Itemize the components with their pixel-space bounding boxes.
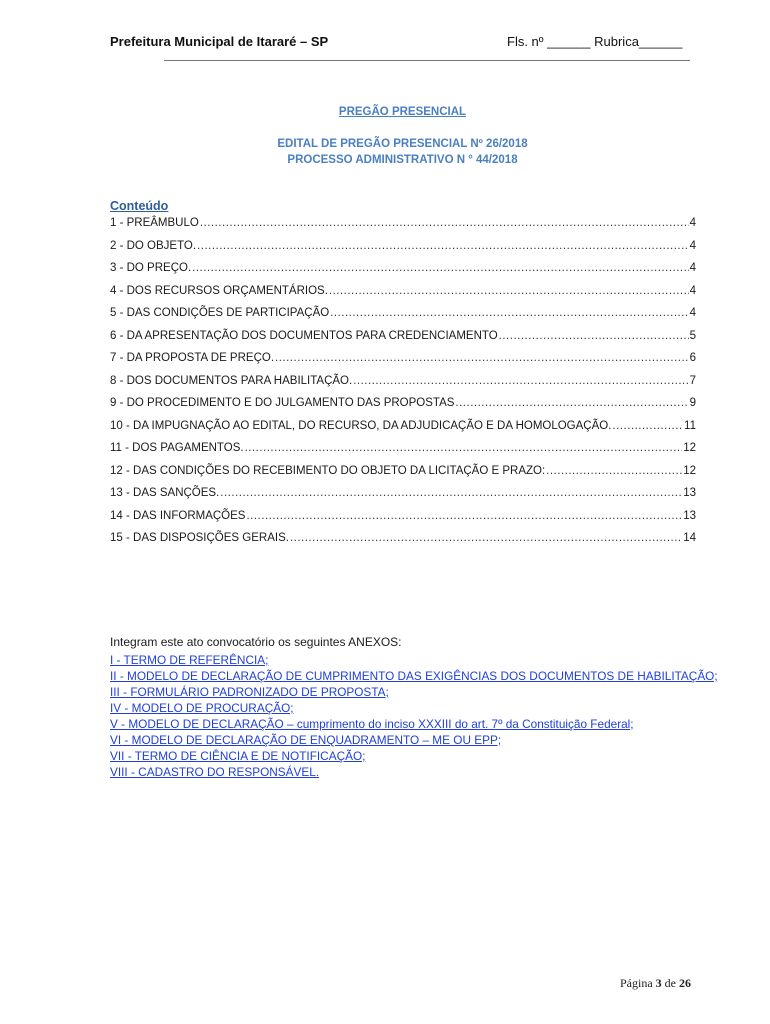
toc-leader-dots [546,465,682,477]
toc-entry[interactable] [110,397,696,420]
edital-number-title: EDITAL DE PREGÃO PRESENCIAL Nº 26/2018 [277,138,528,150]
toc-entry-page: 4 [689,239,696,252]
toc-entry[interactable] [110,330,696,353]
toc-leader-dots [290,532,682,544]
toc-entry[interactable] [110,307,696,330]
toc-entry[interactable] [110,285,696,308]
toc-entry-title: 9 - DO PROCEDIMENTO E DO JULGAMENTO DAS PROPOSTAS [110,397,455,409]
header-divider [164,60,690,61]
toc-leader-dots [197,240,689,252]
header-municipality: Prefeitura Municipal de Itararé – SP [110,34,329,49]
toc-leader-dots [455,397,688,409]
document-type-title: PREGÃO PRESENCIAL [338,106,467,118]
toc-entry-title: 14 - DAS INFORMAÇÕES [110,509,246,522]
toc-entry-title: 7 - DA PROPOSTA DE PREÇO. [110,352,275,364]
toc-entry-page: 7 [689,374,696,387]
toc-leader-dots [353,375,688,387]
toc-entry[interactable] [110,217,696,240]
toc-entry-title: 11 - DOS PAGAMENTOS. [110,442,244,454]
toc-leader-dots [200,217,689,229]
toc-entry-page: 14 [683,532,696,544]
annex-link-termo-referencia[interactable]: I - TERMO DE REFERÊNCIA; [110,653,269,667]
toc-leader-dots [245,442,683,454]
toc-entry-title: 2 - DO OBJETO. [110,239,197,252]
table-of-contents [110,217,696,555]
toc-heading[interactable]: Conteúdo [110,199,169,213]
toc-entry[interactable] [110,532,696,555]
toc-entry-page: 5 [689,329,696,342]
toc-entry-page: 12 [683,464,696,477]
toc-entry[interactable] [110,442,696,465]
process-number-title: PROCESSO ADMINISTRATIVO N ° 44/2018 [287,154,518,166]
toc-entry-page: 13 [683,487,696,499]
annexes-list [110,652,750,780]
toc-entry-page: 13 [683,509,696,522]
annex-link-enquadramento-me-epp[interactable]: VI - MODELO DE DECLARAÇÃO DE ENQUADRAMENTO – ME OU EPP; [110,733,502,747]
page-number-footer [620,976,691,991]
toc-leader-dots [192,262,688,274]
annex-link-declaracao-habilitacao[interactable]: II - MODELO DE DECLARAÇÃO DE CUMPRIMENTO DAS EXIGÊNCIAS DOS DOCUMENTOS DE HABILITAÇÃO; [110,669,718,683]
toc-entry-title: 3 - DO PREÇO. [110,262,192,274]
toc-entry-page: 9 [689,397,696,409]
toc-entry-page: 11 [684,419,696,432]
annex-link-declaracao-inciso-xxxiii[interactable]: V - MODELO DE DECLARAÇÃO – cumprimento do inciso XXXIII do art. 7º da Constituição Federal; [110,717,634,731]
toc-entry-title: 6 - DA APRESENTAÇÃO DOS DOCUMENTOS PARA CREDENCIAMENTO [110,329,498,342]
toc-entry-page: 4 [689,284,696,297]
toc-leader-dots [330,307,688,319]
toc-entry-page: 12 [683,442,696,454]
toc-entry-title: 8 - DOS DOCUMENTOS PARA HABILITAÇÃO. [110,374,353,387]
toc-entry-page: 4 [689,307,696,319]
header-folio-rubric: Fls. nº ______ Rubrica______ [507,34,683,49]
toc-entry-page: 4 [689,262,696,274]
page-header [110,34,690,52]
toc-entry-title: 13 - DAS SANÇÕES. [110,487,220,499]
annex-link-formulario-proposta[interactable]: III - FORMULÁRIO PADRONIZADO DE PROPOSTA; [110,685,389,699]
toc-entry[interactable] [110,352,696,375]
annexes-intro: Integram este ato convocatório os seguintes ANEXOS: [110,635,402,649]
toc-leader-dots [275,352,689,364]
toc-entry[interactable] [110,262,696,285]
toc-leader-dots [499,330,689,342]
page-of: de [664,976,676,990]
toc-entry[interactable] [110,465,696,488]
toc-entry-page: 4 [689,217,696,229]
page-label: Página [620,976,653,990]
toc-entry-title: 5 - DAS CONDIÇÕES DE PARTICIPAÇÃO [110,307,330,319]
toc-entry-title: 1 - PREÂMBULO [110,217,199,229]
toc-leader-dots [612,420,683,432]
toc-entry-title: 4 - DOS RECURSOS ORÇAMENTÁRIOS. [110,284,328,297]
toc-entry[interactable] [110,240,696,263]
toc-entry-page: 6 [689,352,696,364]
toc-entry-title: 15 - DAS DISPOSIÇÕES GERAIS. [110,532,289,544]
page-total: 26 [679,976,691,990]
page-current: 3 [655,976,662,990]
toc-leader-dots [246,510,682,522]
toc-entry[interactable] [110,487,696,510]
annex-link-termo-ciencia[interactable]: VII - TERMO DE CIÊNCIA E DE NOTIFICAÇÃO; [110,749,366,763]
annex-link-procuracao[interactable]: IV - MODELO DE PROCURAÇÃO; [110,701,294,715]
toc-entry[interactable] [110,375,696,398]
toc-leader-dots [329,285,689,297]
toc-entry-title: 10 - DA IMPUGNAÇÃO AO EDITAL, DO RECURSO, DA ADJUDICAÇÃO E DA HOMOLOGAÇÃO. [110,419,612,432]
annex-link-cadastro-responsavel[interactable]: VIII - CADASTRO DO RESPONSÁVEL. [110,765,320,779]
toc-entry[interactable] [110,420,696,443]
toc-leader-dots [220,487,682,499]
toc-entry-title: 12 - DAS CONDIÇÕES DO RECEBIMENTO DO OBJETO DA LICITAÇÃO E PRAZO: [110,464,546,477]
toc-entry[interactable] [110,510,696,533]
